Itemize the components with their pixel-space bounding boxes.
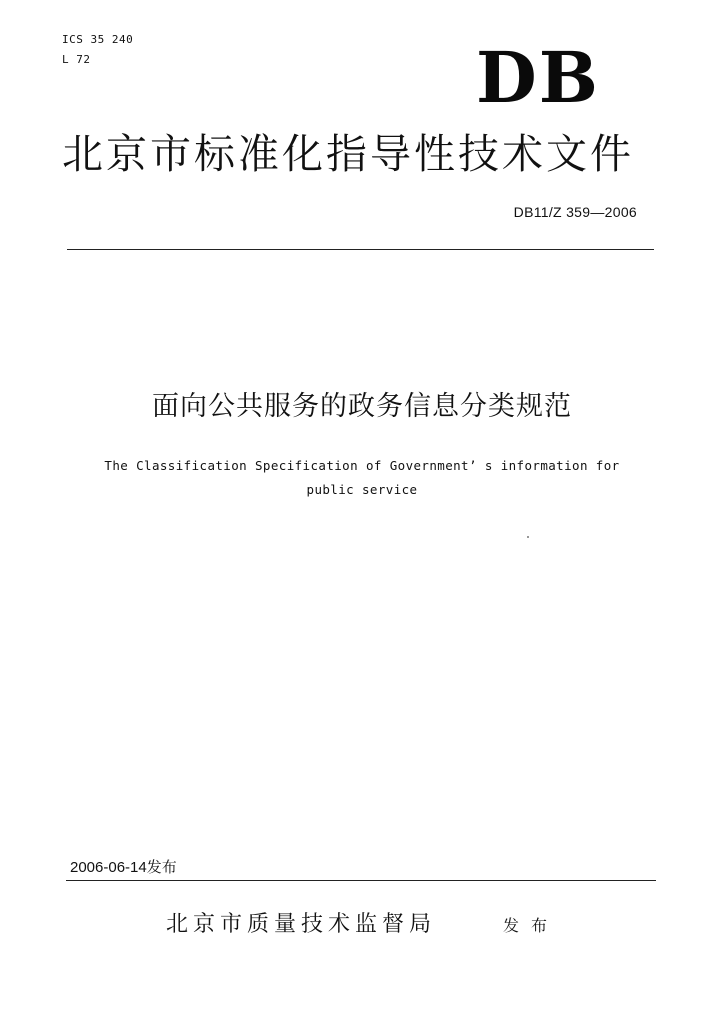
ccs-code: L 72 (62, 53, 91, 66)
standard-number: DB11/Z 359—2006 (513, 204, 637, 220)
series-title: 北京市标准化指导性技术文件 (62, 130, 634, 178)
classification-codes (62, 30, 133, 70)
document-title: 面向公共服务的政务信息分类规范 (152, 391, 572, 422)
english-title-line-1: The Classification Specification of Government’ s information for (104, 458, 620, 473)
issue-date: 2006-06-14发布 (70, 859, 177, 876)
db-logo: DB (476, 36, 600, 119)
scan-speck (527, 536, 529, 538)
top-divider (67, 249, 654, 250)
english-title (60, 454, 664, 502)
publish-label: 发布 (503, 916, 560, 935)
bottom-divider (66, 880, 656, 881)
english-title-line-2: public service (306, 482, 418, 497)
ics-code: ICS 35 240 (62, 33, 134, 46)
issuing-authority: 北京市质量技术监督局 (166, 912, 437, 937)
